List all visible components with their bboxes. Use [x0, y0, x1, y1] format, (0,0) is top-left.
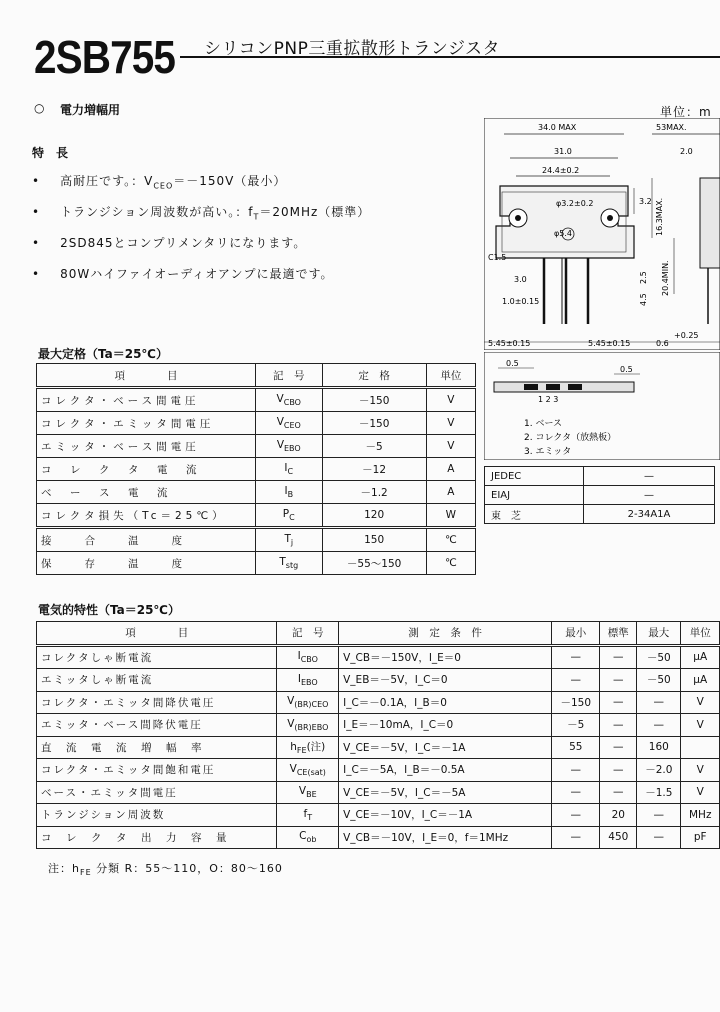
ratings-symbol-main: I [284, 461, 288, 474]
electrical-max: — [637, 714, 681, 737]
dim-025: +0.25 [674, 331, 699, 340]
registry-value: 2-34A1A [584, 505, 715, 524]
electrical-symbol-sub: CBO [300, 655, 318, 665]
pin-1-label: 1. ベース [524, 419, 562, 429]
electrical-item: トランジション周波数 [37, 804, 277, 827]
electrical-header-cell: 項 目 [37, 622, 277, 646]
ratings-symbol-main: V [276, 438, 284, 451]
ratings-symbol-sub: EBO [284, 444, 301, 454]
ratings-item: 保 存 温 度 [37, 552, 256, 575]
feature-text: 80Wハイファイオーディオアンプに最適です。 [60, 267, 334, 281]
dim-05b: 0.5 [620, 365, 633, 374]
electrical-symbol-sub: (BR)EBO [294, 722, 329, 732]
ratings-symbol-main: T [284, 532, 291, 545]
ratings-value: －12 [322, 458, 426, 481]
dim-54: φ5.4 [554, 229, 572, 238]
ratings-symbol [256, 481, 323, 504]
hfe-note [48, 860, 283, 877]
ratings-header-cell: 単位 [426, 364, 475, 388]
electrical-typ: — [600, 714, 637, 737]
dim-34: 34.0 MAX [538, 123, 577, 132]
electrical-title: 電気的特性（Ta＝25℃） [38, 603, 180, 617]
ratings-value: 150 [322, 528, 426, 552]
ratings-symbol [256, 435, 323, 458]
electrical-min: 55 [552, 736, 600, 759]
ratings-unit: V [426, 412, 475, 435]
electrical-row [37, 691, 720, 714]
feature-bullet: • [32, 205, 41, 219]
application-label: 電力増幅用 [60, 103, 121, 117]
electrical-unit [681, 736, 720, 759]
feature-sub: T [253, 212, 260, 222]
electrical-condition: V_CE＝－5V，I_C＝－5A [339, 781, 552, 804]
electrical-unit: pF [681, 826, 720, 849]
ratings-row [37, 412, 476, 435]
electrical-symbol-sub: FE [296, 746, 307, 756]
electrical-condition: V_EB＝－5V，I_C＝0 [339, 669, 552, 692]
electrical-item: コレクタ・エミッタ間飽和電圧 [37, 759, 277, 782]
dim-45: 4.5 [639, 293, 648, 306]
electrical-item: 直 流 電 流 増 幅 率 [37, 736, 277, 759]
dim-10: 1.0±0.15 [502, 297, 540, 306]
ratings-symbol-sub: C [289, 513, 295, 523]
electrical-max: －50 [637, 645, 681, 669]
ratings-row [37, 435, 476, 458]
electrical-symbol-suffix: (注) [306, 741, 326, 754]
pin-3-label: 3. エミッタ [524, 447, 572, 457]
electrical-row [37, 759, 720, 782]
electrical-symbol-main: V [298, 785, 307, 798]
electrical-symbol-main: I [297, 672, 301, 685]
electrical-min: — [552, 645, 600, 669]
registry-value: — [584, 486, 715, 505]
ratings-item: 接 合 温 度 [37, 528, 256, 552]
dim-06: 0.6 [656, 339, 669, 348]
electrical-symbol [277, 826, 339, 849]
feature-rest: ＝－150V（最小） [173, 174, 287, 188]
dim-545a: 5.45±0.15 [488, 339, 531, 348]
electrical-unit: MHz [681, 804, 720, 827]
feature-item [32, 265, 334, 282]
part-number: 2SB755 [34, 31, 176, 83]
pin-2-label: 2. コレクタ（放熱板） [524, 433, 617, 443]
dim-32: 3.2 [639, 197, 652, 206]
ratings-symbol-main: V [276, 392, 284, 405]
electrical-max: — [637, 826, 681, 849]
feature-bullet: • [32, 174, 41, 188]
electrical-condition: I_E＝－10mA，I_C＝0 [339, 714, 552, 737]
ratings-symbol-main: I [284, 484, 288, 497]
feature-text: トランジション周波数が高い。：f [60, 205, 254, 219]
dim-163: 16.3MAX. [655, 197, 664, 236]
electrical-condition: V_CE＝－10V，I_C＝－1A [339, 804, 552, 827]
registry-row [485, 505, 715, 524]
ratings-symbol-main: P [282, 507, 290, 520]
feature-bullet: • [32, 267, 41, 281]
electrical-symbol-sub: EBO [300, 677, 318, 687]
electrical-symbol-sub: ob [306, 835, 317, 845]
dim-05a: 0.5 [506, 359, 519, 368]
electrical-item: コレクタ・エミッタ間降伏電圧 [37, 691, 277, 714]
ratings-item: コ レ ク タ 電 流 [37, 458, 256, 481]
electrical-symbol [277, 691, 339, 714]
electrical-typ: — [600, 759, 637, 782]
ratings-row [37, 504, 476, 528]
electrical-header-row [37, 622, 720, 646]
electrical-unit: V [681, 714, 720, 737]
registry-key: 東 芝 [485, 505, 584, 524]
ratings-title: 最大定格（Ta＝25℃） [38, 347, 168, 361]
electrical-symbol [277, 645, 339, 669]
ratings-symbol [256, 412, 323, 435]
electrical-symbol [277, 714, 339, 737]
registry-row [485, 467, 715, 486]
electrical-min: — [552, 826, 600, 849]
registry-key: JEDEC [485, 467, 584, 486]
electrical-typ: 450 [600, 826, 637, 849]
hfe-note-sub: FE [79, 868, 92, 878]
feature-item [32, 234, 306, 251]
ratings-value: －5 [322, 435, 426, 458]
hfe-note-rest: 分類 R：55～110，O：80～160 [96, 862, 283, 875]
electrical-item: コ レ ク タ 出 力 容 量 [37, 826, 277, 849]
electrical-item: ベース・エミッタ間電圧 [37, 781, 277, 804]
electrical-min: — [552, 804, 600, 827]
electrical-unit: μA [681, 645, 720, 669]
dim-c15: C1.5 [488, 253, 507, 262]
ratings-row [37, 388, 476, 412]
electrical-max: — [637, 804, 681, 827]
ratings-symbol-sub: B [287, 490, 294, 500]
ratings-symbol [256, 552, 323, 575]
ratings-item: コレクタ・エミッタ間電圧 [37, 412, 256, 435]
ratings-symbol-sub: C [287, 467, 294, 477]
electrical-typ: — [600, 736, 637, 759]
electrical-condition: I_C＝－0.1A，I_B＝0 [339, 691, 552, 714]
feature-sub: CEO [153, 181, 174, 191]
ratings-item: エミッタ・ベース間電圧 [37, 435, 256, 458]
registry-value: — [584, 467, 715, 486]
ratings-symbol-sub: stg [285, 561, 299, 571]
electrical-symbol-main: C [299, 830, 307, 843]
dim-545b: 5.45±0.15 [588, 339, 631, 348]
electrical-condition: V_CE＝－5V，I_C＝－1A [339, 736, 552, 759]
dim-hole: φ3.2±0.2 [556, 199, 594, 208]
ratings-symbol [256, 528, 323, 552]
electrical-header-cell: 標準 [600, 622, 637, 646]
ratings-value: －55～150 [322, 552, 426, 575]
electrical-symbol [277, 781, 339, 804]
ratings-unit: W [426, 504, 475, 528]
electrical-max: －2.0 [637, 759, 681, 782]
ratings-header-row [37, 364, 476, 388]
unit-label: 単位：m [660, 105, 712, 119]
feature-rest: ＝20MHz（標準） [259, 205, 371, 219]
registry-key: EIAJ [485, 486, 584, 505]
ratings-unit: ℃ [426, 528, 475, 552]
ratings-value: －150 [322, 412, 426, 435]
electrical-typ: — [600, 691, 637, 714]
electrical-symbol-main: V [289, 762, 297, 775]
electrical-item: コレクタしゃ断電流 [37, 645, 277, 669]
electrical-item: エミッタしゃ断電流 [37, 669, 277, 692]
electrical-max: －1.5 [637, 781, 681, 804]
electrical-symbol-main: V [287, 695, 295, 708]
electrical-row [37, 804, 720, 827]
ratings-item: コレクタ・ベース間電圧 [37, 388, 256, 412]
electrical-min: — [552, 781, 600, 804]
electrical-row [37, 736, 720, 759]
ratings-symbol-main: V [276, 415, 284, 428]
ratings-symbol [256, 458, 323, 481]
application-bullet: ○ [34, 101, 46, 115]
dim-204: 20.4MIN. [661, 260, 670, 296]
electrical-symbol [277, 759, 339, 782]
dim-31: 31.0 [554, 147, 572, 156]
electrical-symbol-sub: (BR)CEO [294, 700, 329, 710]
ratings-symbol-sub: j [290, 538, 294, 548]
electrical-unit: μA [681, 669, 720, 692]
ratings-value: 120 [322, 504, 426, 528]
ratings-unit: A [426, 481, 475, 504]
electrical-unit: V [681, 691, 720, 714]
electrical-symbol [277, 736, 339, 759]
dim-53: 53MAX. [656, 123, 687, 132]
electrical-max: — [637, 691, 681, 714]
ratings-row [37, 552, 476, 575]
ratings-header-cell: 項 目 [37, 364, 256, 388]
package-side-view [484, 352, 720, 460]
electrical-header-cell: 記 号 [277, 622, 339, 646]
electrical-row [37, 669, 720, 692]
ratings-value: －150 [322, 388, 426, 412]
part-description: シリコンPNP三重拡散形トランジスタ [204, 39, 500, 59]
ratings-unit: V [426, 435, 475, 458]
electrical-max: 160 [637, 736, 681, 759]
electrical-condition: I_C＝－5A，I_B＝－0.5A [339, 759, 552, 782]
feature-item [32, 172, 286, 190]
feature-item [32, 203, 370, 221]
electrical-header-cell: 最小 [552, 622, 600, 646]
electrical-typ: — [600, 645, 637, 669]
dim-30: 3.0 [514, 275, 527, 284]
electrical-unit: V [681, 781, 720, 804]
electrical-symbol [277, 669, 339, 692]
ratings-symbol-sub: CBO [283, 398, 301, 408]
electrical-condition: V_CB＝－150V，I_E＝0 [339, 645, 552, 669]
electrical-header-cell: 最大 [637, 622, 681, 646]
ratings-row [37, 481, 476, 504]
electrical-symbol-sub: BE [306, 790, 317, 800]
electrical-row [37, 826, 720, 849]
electrical-symbol-main: f [303, 807, 308, 820]
features-heading: 特 長 [32, 146, 69, 160]
electrical-row [37, 714, 720, 737]
ratings-row [37, 528, 476, 552]
ratings-unit: ℃ [426, 552, 475, 575]
package-outline-drawing [484, 118, 720, 350]
electrical-min: — [552, 759, 600, 782]
electrical-typ: — [600, 781, 637, 804]
ratings-unit: A [426, 458, 475, 481]
electrical-min: －150 [552, 691, 600, 714]
registry-row [485, 486, 715, 505]
electrical-max: －50 [637, 669, 681, 692]
electrical-symbol-main: I [297, 650, 301, 663]
registry-table [484, 466, 715, 524]
electrical-typ: — [600, 669, 637, 692]
ratings-symbol-sub: CEO [283, 421, 301, 431]
electrical-symbol-main: V [287, 717, 295, 730]
dim-20: 2.0 [680, 147, 693, 156]
electrical-symbol-sub: T [307, 812, 313, 822]
electrical-row [37, 781, 720, 804]
electrical-symbol-main: h [290, 741, 297, 754]
electrical-row [37, 645, 720, 669]
ratings-symbol-main: T [279, 555, 286, 568]
electrical-item: エミッタ・ベース間降伏電圧 [37, 714, 277, 737]
ratings-unit: V [426, 388, 475, 412]
pin-numbers: 1 2 3 [538, 395, 559, 404]
ratings-symbol [256, 504, 323, 528]
ratings-item: ベ ー ス 電 流 [37, 481, 256, 504]
electrical-typ: 20 [600, 804, 637, 827]
ratings-header-cell: 記 号 [256, 364, 323, 388]
electrical-symbol [277, 804, 339, 827]
feature-text: 2SD845とコンプリメンタリになります。 [60, 236, 307, 250]
ratings-symbol [256, 388, 323, 412]
ratings-value: －1.2 [322, 481, 426, 504]
ratings-table [36, 363, 476, 575]
electrical-header-cell: 測 定 条 件 [339, 622, 552, 646]
dim-25: 2.5 [639, 271, 648, 284]
electrical-table [36, 621, 720, 849]
hfe-note-prefix: 注：h [48, 862, 80, 875]
electrical-condition: V_CB＝－10V，I_E＝0，f＝1MHz [339, 826, 552, 849]
ratings-row [37, 458, 476, 481]
feature-bullet: • [32, 236, 41, 250]
ratings-header-cell: 定 格 [322, 364, 426, 388]
electrical-symbol-sub: CE(sat) [296, 767, 326, 777]
ratings-item: コレクタ損失（Tc＝25℃） [37, 504, 256, 528]
dim-244: 24.4±0.2 [542, 166, 580, 175]
electrical-min: －5 [552, 714, 600, 737]
electrical-unit: V [681, 759, 720, 782]
electrical-min: — [552, 669, 600, 692]
electrical-header-cell: 単位 [681, 622, 720, 646]
feature-text: 高耐圧です。：V [60, 174, 154, 188]
